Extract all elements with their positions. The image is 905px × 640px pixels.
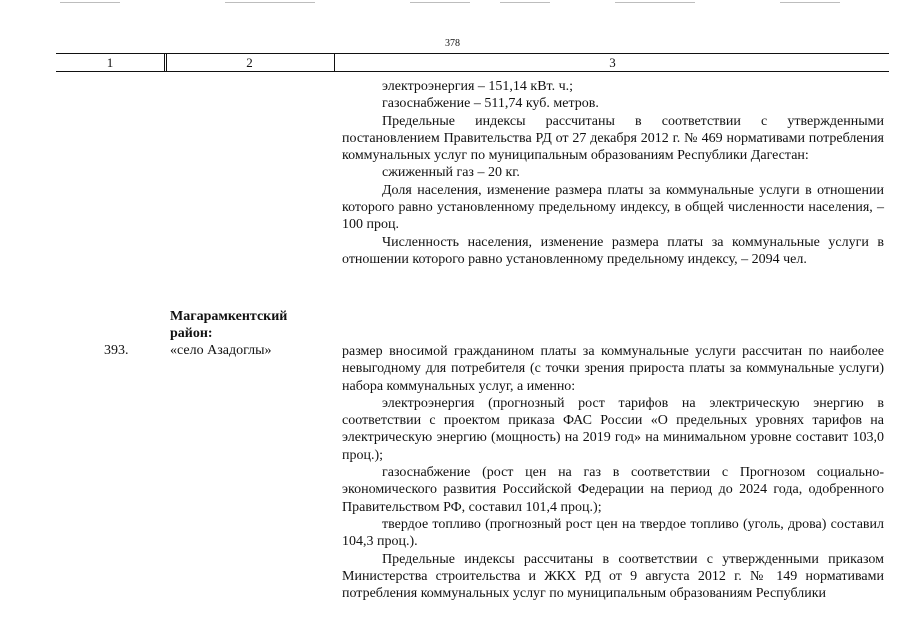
scan-mark [225,2,315,3]
previous-entry-text [342,78,884,268]
paragraph: Предельные индексы рассчитаны в соответствии с утвержденными постановлением Правительства РД от 27 декабря 2012 г. № 469 нормативами потребления коммунальных услуг по муниципальным образованиям Республики Дагестан: [342,113,884,164]
top-scan-edge [0,0,905,8]
table-header-row [56,53,889,72]
paragraph: электроэнергия – 151,14 кВт. ч.; [382,79,574,94]
scan-mark [615,2,695,3]
scan-mark [500,2,550,3]
district-name: Магарамкентский [170,309,288,324]
scan-mark [780,2,840,3]
table-header-col1: 1 [106,55,114,70]
paragraph: газоснабжение (рост цен на газ в соответствии с Прогнозом социально-экономического развития Российской Федерации на период до 2024 года, одобренного Правительством РФ, составил 101,4 проц.); [342,465,884,515]
paragraph: Предельные индексы рассчитаны в соответствии с утвержденными приказом Министерства строительства и ЖКХ РД от 9 августа 2012 г. № 149 нормативами потребления коммунальных услуг по муниципальным образованиям Республики [342,551,884,602]
district-heading [170,308,287,343]
paragraph: сжиженный газ – 20 кг. [382,165,520,181]
paragraph: газоснабжение – 511,74 куб. метров. [382,96,599,112]
paragraph: Численность населения, изменение размера платы за коммунальные услуги в отношении которого равно установленному предельному индексу, – 2094 чел. [342,234,884,267]
paragraph: электроэнергия (прогнозный рост тарифов на электрическую энергию в соответствии с проектом приказа ФАС России «О предельных уровнях тарифов на электрическую энергию (мощность) на 2019 год» на минимальном уровне составит 103,0 проц.); [342,395,884,463]
district-suffix: район: [170,326,213,342]
table-header-col2: 2 [164,54,334,71]
row-number: 393. [104,343,129,358]
paragraph: твердое топливо (прогнозный рост цен на твердое топливо (уголь, дрова) составил 104,3 проц.). [342,516,884,550]
scan-mark [60,2,120,3]
scan-mark [410,2,470,3]
row-description [342,343,884,602]
page-number: 378 [445,38,460,49]
table-header-col3: 3 [334,54,890,71]
paragraph: Доля населения, изменение размера платы за коммунальные услуги в отношении которого равно установленному предельному индексу, в общей численности населения, – 100 проц. [342,182,884,233]
settlement-name: «село Азадоглы» [170,343,272,358]
paragraph: размер вносимой гражданином платы за коммунальные услуги рассчитан по наиболее невыгодному для потребителя (с точки зрения прироста платы за коммунальные услуги) набора коммунальных услуг, а именно: [342,344,884,394]
